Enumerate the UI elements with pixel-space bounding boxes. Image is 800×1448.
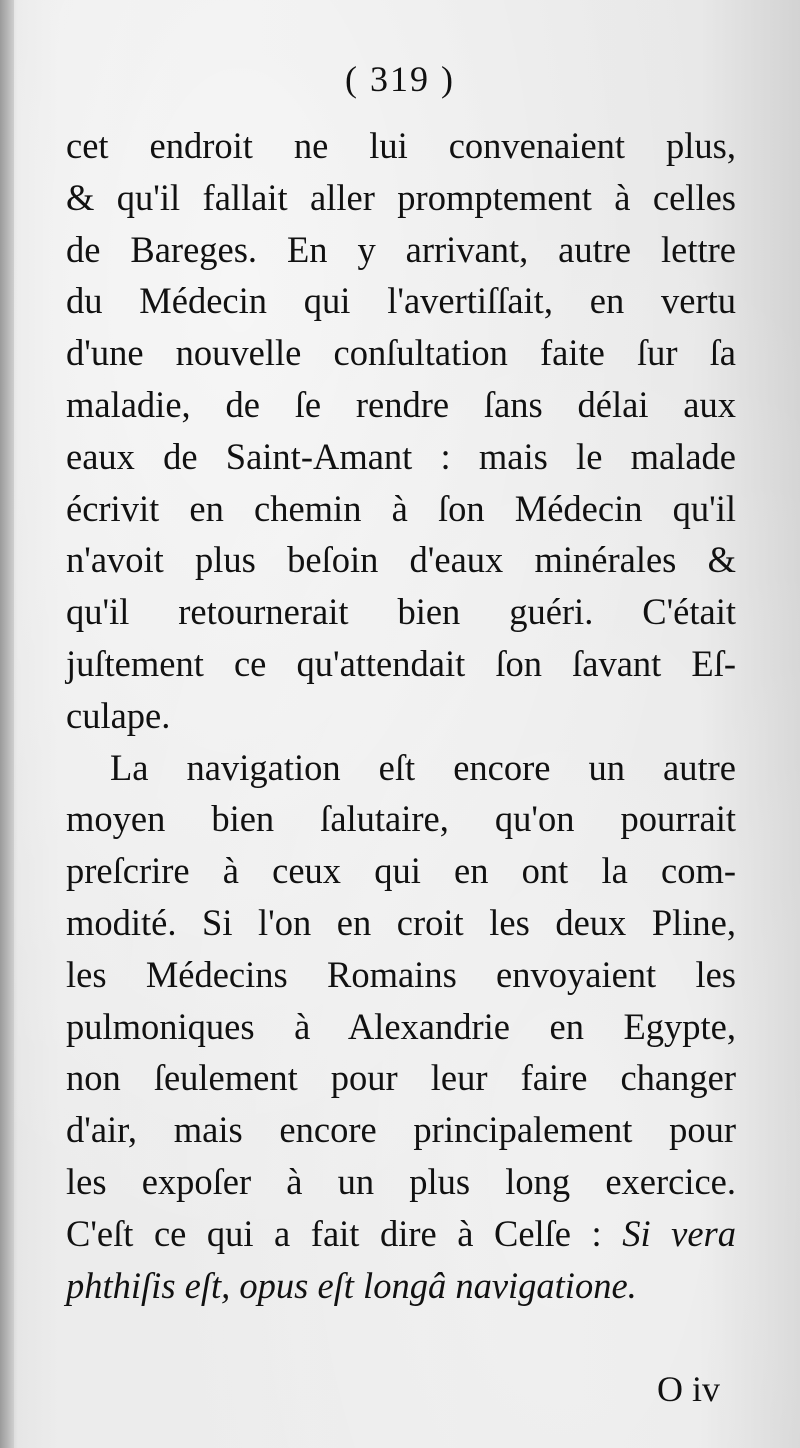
text-line: non ſeulement pour leur faire changer <box>66 1057 736 1099</box>
signature-mark: O iv <box>657 1369 720 1409</box>
text-segment: C'eſt ce qui a fait dire à Celſe : <box>66 1212 623 1254</box>
text-line: culape. <box>66 694 171 736</box>
latin-quote: Si vera <box>622 1212 736 1254</box>
text-line: écrivit en chemin à ſon Médecin qu'il <box>66 487 736 529</box>
text-line: du Médecin qui l'avertiſſait, en vertu <box>66 280 736 322</box>
text-line: preſcrire à ceux qui en ont la com- <box>66 850 736 892</box>
text-line: juſtement ce qu'attendait ſon ſavant Eſ- <box>66 642 736 684</box>
body-text <box>66 120 736 1311</box>
text-line: d'air, mais encore principalement pour <box>66 1109 736 1151</box>
text-line <box>66 1208 736 1260</box>
text-line: les Médecins Romains envoyaient les <box>66 953 736 995</box>
page-gutter <box>0 0 14 1448</box>
text-line: maladie, de ſe rendre ſans délai aux <box>66 383 736 425</box>
text-line: moyen bien ſalutaire, qu'on pourrait <box>66 798 736 840</box>
text-line: modité. Si l'on en croit les deux Pline, <box>66 901 736 943</box>
latin-quote-line: phthiſis eſt, opus eſt longâ navigatione. <box>66 1264 637 1306</box>
text-line: n'avoit plus beſoin d'eaux minérales & <box>66 539 736 581</box>
text-line: de Bareges. En y arrivant, autre lettre <box>66 228 736 270</box>
text-line: d'une nouvelle conſultation faite ſur ſa <box>66 332 736 374</box>
text-line: eaux de Saint-Amant : mais le malade <box>66 435 736 477</box>
text-line: qu'il retournerait bien guéri. C'était <box>66 591 736 633</box>
page-number: ( 319 ) <box>345 59 455 99</box>
text-line: cet endroit ne lui convenaient plus, <box>66 125 736 166</box>
text-line: La navigation eſt encore un autre <box>110 746 736 788</box>
text-line: & qu'il fallait aller promptement à celles <box>66 176 736 218</box>
text-line: pulmoniques à Alexandrie en Egypte, <box>66 1005 736 1047</box>
text-line: les expoſer à un plus long exercice. <box>66 1160 736 1202</box>
